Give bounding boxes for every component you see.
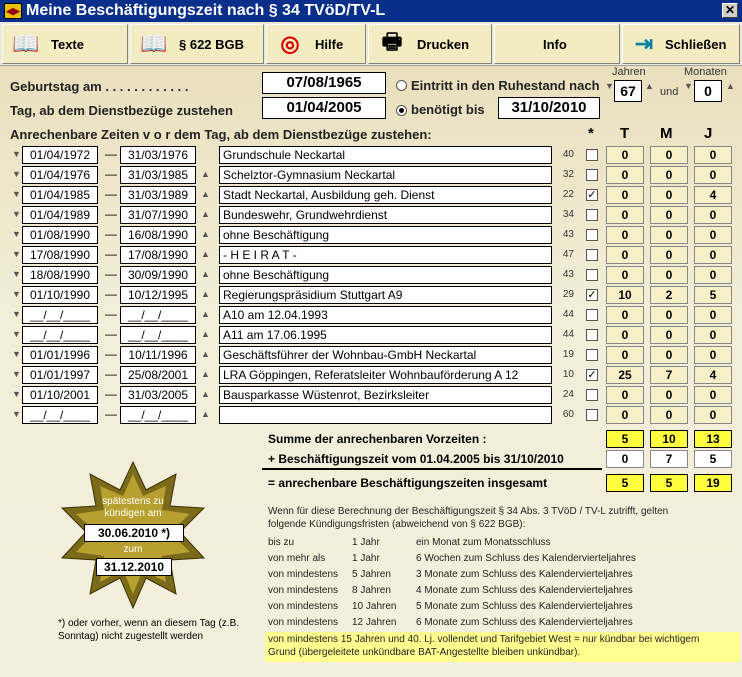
frist-period: 6 Monate zum Schluss des Kalendervierteljahres	[416, 617, 633, 628]
frist-condition: von mindestens	[268, 585, 339, 596]
app-icon: ◀▶	[4, 3, 22, 19]
total-m: 5	[650, 474, 688, 492]
from-date-field[interactable]: __/__/____	[22, 406, 98, 424]
row-j-value: 4	[694, 186, 732, 204]
row-m-value: 0	[650, 226, 688, 244]
from-date-field[interactable]: 01/01/1996	[22, 346, 98, 364]
row-code: 47	[562, 249, 574, 260]
benoetigt-field[interactable]: 31/10/2010	[498, 97, 600, 119]
row-m-value: 0	[650, 346, 688, 364]
row-j-value: 0	[694, 266, 732, 284]
spin-up-icon[interactable]: ▲	[645, 81, 654, 91]
row-m-value: 0	[650, 406, 688, 424]
to-date-field[interactable]: __/__/____	[120, 306, 196, 324]
row-m-value: 0	[650, 386, 688, 404]
frist-condition: von mindestens	[268, 601, 339, 612]
row-move-down-icon[interactable]: ▼	[12, 329, 21, 339]
row-m-value: 7	[650, 366, 688, 384]
row-m-value: 0	[650, 306, 688, 324]
row-m-value: 2	[650, 286, 688, 304]
row-t-value: 0	[606, 226, 644, 244]
from-date-field[interactable]: 17/08/1990	[22, 246, 98, 264]
row-t-value: 0	[606, 306, 644, 324]
date-dash: —	[105, 307, 117, 321]
row-move-up-icon[interactable]: ▲	[201, 209, 210, 219]
row-t-value: 0	[606, 146, 644, 164]
frist-period: 4 Monate zum Schluss des Kalendervierteljahres	[416, 585, 633, 596]
frist-period: 5 Monate zum Schluss des Kalendervierteljahres	[416, 601, 633, 612]
row-code: 32	[562, 169, 574, 180]
star-line2: kündigen am	[104, 508, 162, 519]
drucken-label: Drucken	[417, 36, 470, 52]
date-dash: —	[105, 387, 117, 401]
row-m-value: 0	[650, 266, 688, 284]
date-dash: —	[105, 267, 117, 281]
to-date-field[interactable]: 16/08/1990	[120, 226, 196, 244]
to-date-field[interactable]: 31/03/1976	[120, 146, 196, 164]
row-checkbox[interactable]	[586, 349, 598, 361]
jahren-label: Jahren	[612, 66, 646, 78]
row-m-value: 0	[650, 246, 688, 264]
row-t-value: 25	[606, 366, 644, 384]
lifebuoy-icon: ◎	[280, 31, 300, 56]
row-m-value: 0	[650, 186, 688, 204]
description-field[interactable]	[219, 406, 552, 424]
row-t-value: 0	[606, 166, 644, 184]
row-checkbox[interactable]: ✓	[587, 189, 597, 201]
row-code: 43	[562, 229, 574, 240]
star-line1: spätestens zu	[102, 496, 164, 507]
date-dash: —	[105, 207, 117, 221]
row-m-value: 0	[650, 206, 688, 224]
row-move-down-icon[interactable]: ▼	[12, 209, 21, 219]
row-t-value: 0	[606, 246, 644, 264]
row-move-up-icon[interactable]: ▲	[201, 169, 210, 179]
row-t-value: 0	[606, 406, 644, 424]
row-t-value: 0	[606, 326, 644, 344]
zum-label: zum	[123, 544, 143, 555]
description-field[interactable]: Grundschule Neckartal	[219, 146, 552, 164]
row-j-value: 0	[694, 326, 732, 344]
description-field[interactable]: - H E I R A T -	[219, 246, 552, 264]
frist-duration: 5 Jahren	[352, 569, 391, 580]
row-checkbox[interactable]	[586, 249, 598, 261]
row-move-up-icon[interactable]: ▲	[201, 349, 210, 359]
info-label: Info	[543, 36, 567, 52]
info-icon	[501, 30, 535, 58]
info-intro-1: Wenn für diese Berechnung der Beschäftigungszeit § 34 Abs. 3 TVöD / TV-L zutrifft, gelten	[268, 506, 669, 517]
description-field[interactable]: A10 am 12.04.1993	[219, 306, 552, 324]
toolbar	[0, 22, 742, 66]
sum-label: Summe der anrechenbaren Vorzeiten :	[268, 432, 487, 446]
schliessen-button[interactable]	[622, 24, 740, 64]
row-t-value: 0	[606, 206, 644, 224]
description-field[interactable]: ohne Beschäftigung	[219, 226, 552, 244]
total-j: 19	[694, 474, 732, 492]
dienstbezuege-field[interactable]: 01/04/2005	[262, 97, 386, 119]
drucken-button[interactable]	[368, 24, 492, 64]
spin-down-icon[interactable]: ▼	[605, 81, 614, 91]
date-dash: —	[105, 227, 117, 241]
row-move-up-icon[interactable]: ▲	[201, 389, 210, 399]
hilfe-button[interactable]	[266, 24, 366, 64]
row-code: 22	[562, 189, 574, 200]
from-date-field[interactable]: 18/08/1990	[22, 266, 98, 284]
bgb-label: § 622 BGB	[179, 36, 245, 52]
plus-j: 5	[694, 450, 732, 468]
from-date-field[interactable]: 01/04/1989	[22, 206, 98, 224]
date-dash: —	[105, 247, 117, 261]
description-field[interactable]: LRA Göppingen, Referatsleiter Wohnbauförderung A 12	[219, 366, 552, 384]
printer-icon: 🖶	[381, 29, 403, 54]
info-last-1: von mindestens 15 Jahren und 40. Lj. vollendet und Tarifgebiet West = nur kündbar bei wichtigem	[268, 634, 700, 645]
row-checkbox[interactable]	[586, 269, 598, 281]
row-code: 44	[562, 329, 574, 340]
row-checkbox[interactable]	[586, 169, 598, 181]
date-dash: —	[105, 407, 117, 421]
to-date-field[interactable]: 17/08/1990	[120, 246, 196, 264]
frist-condition: von mindestens	[268, 617, 339, 628]
frist-duration: 1 Jahr	[352, 537, 380, 548]
frist-duration: 8 Jahren	[352, 585, 391, 596]
row-checkbox[interactable]	[586, 389, 598, 401]
row-m-value: 0	[650, 166, 688, 184]
to-date-field[interactable]: __/__/____	[120, 406, 196, 424]
und-label: und	[660, 86, 679, 98]
row-j-value: 0	[694, 226, 732, 244]
row-move-down-icon[interactable]: ▼	[12, 249, 21, 259]
row-j-value: 0	[694, 306, 732, 324]
row-checkbox[interactable]	[586, 409, 598, 421]
description-field[interactable]: Stadt Neckartal, Ausbildung geh. Dienst	[219, 186, 552, 204]
info-button[interactable]	[494, 24, 620, 64]
footnote: *) oder vorher, wenn an diesem Tag (z.B. Sonntag) nicht zugestellt werden	[58, 618, 240, 642]
row-checkbox[interactable]	[586, 229, 598, 241]
row-t-value: 0	[606, 266, 644, 284]
title-bar	[0, 0, 742, 22]
row-move-up-icon[interactable]: ▲	[201, 289, 210, 299]
row-j-value: 0	[694, 406, 732, 424]
from-date-field[interactable]: 01/08/1990	[22, 226, 98, 244]
frist-condition: bis zu	[268, 537, 295, 548]
row-checkbox[interactable]	[586, 209, 598, 221]
description-field[interactable]: Geschäftsführer der Wohnbau-GmbH Neckartal	[219, 346, 552, 364]
row-move-down-icon[interactable]: ▼	[12, 189, 21, 199]
row-move-up-icon[interactable]: ▲	[201, 229, 210, 239]
date-dash: —	[105, 347, 117, 361]
description-field[interactable]: Bundeswehr, Grundwehrdienst	[219, 206, 552, 224]
main-panel	[0, 66, 742, 677]
total-t: 5	[606, 474, 644, 492]
row-m-value: 0	[650, 326, 688, 344]
texte-label: Texte	[51, 36, 84, 52]
from-date-field[interactable]: 01/10/1990	[22, 286, 98, 304]
row-move-down-icon[interactable]: ▼	[12, 389, 21, 399]
geburtstag-label: Geburtstag am . . . . . . . . . . . .	[10, 79, 189, 94]
texte-button[interactable]	[2, 24, 128, 64]
benoetigt-label: benötigt bis	[411, 102, 485, 117]
date-dash: —	[105, 367, 117, 381]
row-move-down-icon[interactable]: ▼	[12, 369, 21, 379]
row-code: 34	[562, 209, 574, 220]
from-date-field[interactable]: 01/10/2001	[22, 386, 98, 404]
row-move-up-icon[interactable]: ▲	[201, 369, 210, 379]
row-j-value: 0	[694, 386, 732, 404]
row-move-down-icon[interactable]: ▼	[12, 349, 21, 359]
frist-period: ein Monat zum Monatsschluss	[416, 537, 551, 548]
from-date-field[interactable]: 01/04/1972	[22, 146, 98, 164]
to-date-field[interactable]: 31/03/2005	[120, 386, 196, 404]
jahren-field[interactable]: 67	[614, 80, 642, 102]
row-code: 44	[562, 309, 574, 320]
plus-label: + Beschäftigungszeit vom 01.04.2005 bis 31/10/2010	[268, 452, 564, 466]
bgb-button[interactable]	[130, 24, 264, 64]
plus-m: 7	[650, 450, 688, 468]
row-code: 10	[562, 369, 574, 380]
date-dash: —	[105, 287, 117, 301]
sum-t: 5	[606, 430, 644, 448]
description-field[interactable]: Bausparkasse Wüstenrot, Bezirksleiter	[219, 386, 552, 404]
date-dash: —	[105, 187, 117, 201]
ruhestand-radio[interactable]	[396, 80, 407, 91]
row-checkbox[interactable]	[586, 309, 598, 321]
row-move-down-icon[interactable]: ▼	[12, 229, 21, 239]
schliessen-label: Schließen	[665, 36, 727, 52]
row-move-down-icon[interactable]: ▼	[12, 269, 21, 279]
to-date-field[interactable]: 10/11/1996	[120, 346, 196, 364]
row-code: 24	[562, 389, 574, 400]
row-j-value: 0	[694, 246, 732, 264]
date-dash: —	[105, 327, 117, 341]
ruhestand-label: Eintritt in den Ruhestand nach	[411, 78, 600, 93]
to-date-field[interactable]: 31/03/1985	[120, 166, 196, 184]
star-header: *	[588, 125, 594, 142]
row-t-value: 0	[606, 386, 644, 404]
monaten-label: Monaten	[684, 66, 727, 78]
row-m-value: 0	[650, 146, 688, 164]
row-code: 29	[562, 289, 574, 300]
description-field[interactable]: Regierungspräsidium Stuttgart A9	[219, 286, 552, 304]
geburtstag-field[interactable]: 07/08/1965	[262, 72, 386, 94]
zum-date: 31.12.2010	[96, 558, 172, 576]
from-date-field[interactable]: 01/01/1997	[22, 366, 98, 384]
to-date-field[interactable]: 31/03/1989	[120, 186, 196, 204]
from-date-field[interactable]: 01/04/1976	[22, 166, 98, 184]
total-label: = anrechenbare Beschäftigungszeiten insgesamt	[268, 476, 548, 490]
frist-duration: 12 Jahren	[352, 617, 397, 628]
row-move-down-icon[interactable]: ▼	[12, 169, 21, 179]
description-field[interactable]: ohne Beschäftigung	[219, 266, 552, 284]
row-move-up-icon[interactable]: ▲	[201, 269, 210, 279]
col-j-header: J	[704, 125, 713, 142]
row-j-value: 0	[694, 206, 732, 224]
date-dash: —	[105, 167, 117, 181]
book-icon: 📖	[140, 31, 168, 56]
spin-up-icon[interactable]: ▲	[726, 81, 735, 91]
to-date-field[interactable]: 30/09/1990	[120, 266, 196, 284]
sum-j: 13	[694, 430, 732, 448]
row-j-value: 0	[694, 346, 732, 364]
row-move-down-icon[interactable]: ▼	[12, 309, 21, 319]
to-date-field[interactable]: 31/07/1990	[120, 206, 196, 224]
row-j-value: 0	[694, 166, 732, 184]
date-dash: —	[105, 147, 117, 161]
spin-down-icon[interactable]: ▼	[684, 81, 693, 91]
frist-duration: 10 Jahren	[352, 601, 397, 612]
to-date-field[interactable]: __/__/____	[120, 326, 196, 344]
row-j-value: 4	[694, 366, 732, 384]
dienstbezuege-label: Tag, ab dem Dienstbezüge zustehen	[10, 103, 233, 118]
row-checkbox[interactable]: ✓	[587, 289, 597, 301]
frist-period: 3 Monate zum Schluss des Kalendervierteljahres	[416, 569, 633, 580]
row-move-up-icon[interactable]: ▲	[201, 409, 210, 419]
row-t-value: 10	[606, 286, 644, 304]
exit-door-icon: ⇥	[634, 31, 654, 56]
description-field[interactable]: Schelztor-Gymnasium Neckartal	[219, 166, 552, 184]
kuendigen-date: 30.06.2010 *)	[84, 524, 184, 542]
from-date-field[interactable]: __/__/____	[22, 326, 98, 344]
col-t-header: T	[620, 125, 630, 142]
benoetigt-radio[interactable]	[396, 105, 407, 116]
to-date-field[interactable]: 25/08/2001	[120, 366, 196, 384]
to-date-field[interactable]: 10/12/1995	[120, 286, 196, 304]
table-heading: Anrechenbare Zeiten v o r dem Tag, ab dem Dienstbezüge zustehen:	[10, 127, 432, 142]
frist-condition: von mindestens	[268, 569, 339, 580]
sum-divider	[262, 468, 602, 470]
row-j-value: 5	[694, 286, 732, 304]
row-move-up-icon[interactable]: ▲	[201, 329, 210, 339]
row-checkbox[interactable]	[586, 149, 598, 161]
row-move-down-icon[interactable]: ▼	[12, 289, 21, 299]
frist-condition: von mehr als	[268, 553, 326, 564]
row-code: 60	[562, 409, 574, 420]
row-checkbox[interactable]: ✓	[587, 369, 597, 381]
monaten-field[interactable]: 0	[694, 80, 722, 102]
row-code: 40	[562, 149, 574, 160]
row-move-up-icon[interactable]: ▲	[201, 309, 210, 319]
book-icon: 📖	[12, 31, 40, 56]
close-window-button[interactable]: ✕	[722, 3, 738, 18]
row-move-up-icon[interactable]: ▲	[201, 189, 210, 199]
row-move-up-icon[interactable]: ▲	[201, 249, 210, 259]
plus-t: 0	[606, 450, 644, 468]
row-t-value: 0	[606, 346, 644, 364]
window-title: Meine Beschäftigungszeit nach § 34 TVöD/TV-L	[26, 2, 386, 19]
row-move-down-icon[interactable]: ▼	[12, 409, 21, 419]
col-m-header: M	[660, 125, 673, 142]
info-intro-2: folgende Kündigungsfristen (abweichend von § 622 BGB):	[268, 519, 526, 530]
row-j-value: 0	[694, 146, 732, 164]
hilfe-label: Hilfe	[315, 36, 344, 52]
row-t-value: 0	[606, 186, 644, 204]
row-move-down-icon[interactable]: ▼	[12, 149, 21, 159]
row-code: 43	[562, 269, 574, 280]
from-date-field[interactable]: __/__/____	[22, 306, 98, 324]
from-date-field[interactable]: 01/04/1985	[22, 186, 98, 204]
frist-period: 6 Wochen zum Schluss des Kalendervierteljahres	[416, 553, 636, 564]
row-checkbox[interactable]	[586, 329, 598, 341]
sum-m: 10	[650, 430, 688, 448]
frist-duration: 1 Jahr	[352, 553, 380, 564]
row-code: 19	[562, 349, 574, 360]
description-field[interactable]: A11 am 17.06.1995	[219, 326, 552, 344]
info-last-2: Grund (übergeleitete unkündbare BAT-Angestellte bleiben unkündbar).	[268, 647, 581, 658]
